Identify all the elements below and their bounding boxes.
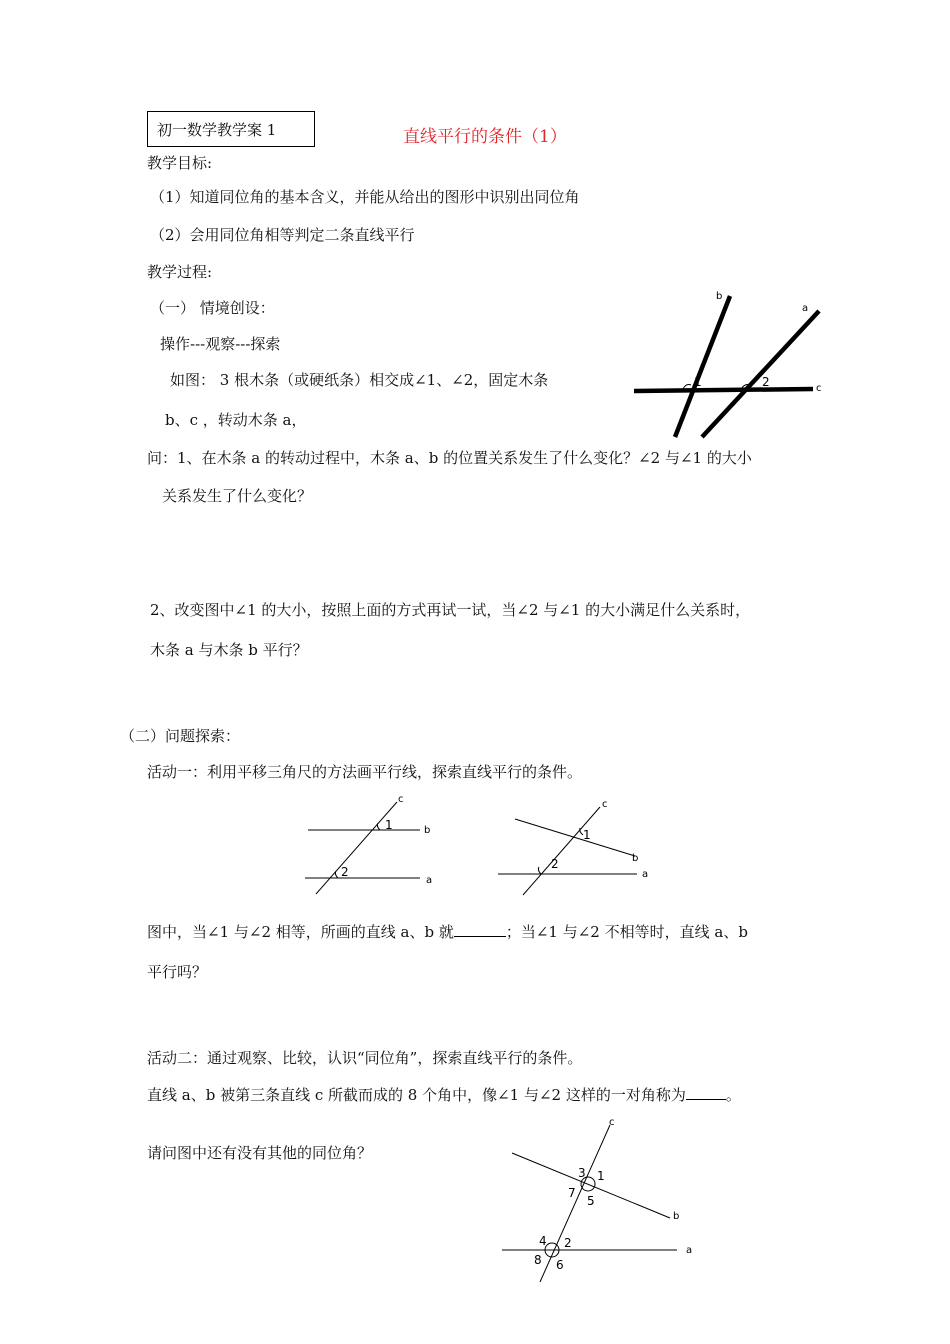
line-label-c: c [609,1117,615,1128]
stick-label-c: c [816,383,822,394]
line-c [523,807,600,895]
figure-parallel [300,790,450,900]
figure-description-2: b、c ，转动木条 a， [165,411,307,429]
activity-2-definition [147,1085,741,1105]
operation-line: 操作---观察---探索 [160,335,281,353]
angle-arc-2 [335,871,338,878]
question-1-line2: 关系发生了什么变化？ [162,487,313,505]
section2-heading: （二）问题探索： [120,727,241,745]
angle-label-4: 4 [539,1234,547,1248]
line-label-b: b [424,825,431,836]
angle-label-2: 2 [762,375,770,389]
question-2-line1: 2、改变图中∠1 的大小，按照上面的方式再试一试，当∠2 与∠1 的大小满足什么关系时， [150,601,751,619]
definition-text: 直线 a、b 被第三条直线 c 所截而成的 8 个角中，像∠1 与∠2 这样的一对角称为 [147,1086,686,1104]
angle-arc-2 [538,867,541,874]
line-label-b: b [632,853,639,864]
answer-blank-2[interactable] [686,1085,726,1100]
line-label-c: c [602,799,608,810]
other-angles-question: 请问图中还有没有其他的同位角？ [147,1144,373,1162]
angle-label-6: 6 [556,1258,564,1272]
line-label-c: c [398,794,404,805]
stick-label-a: a [802,303,809,314]
stick-label-b: b [716,291,723,302]
fill-in-question-end: 平行吗？ [147,963,208,981]
line-label-a: a [426,875,433,886]
process-heading: 教学过程: [147,263,213,281]
stick-a [702,311,819,437]
line-c [540,1125,610,1282]
angle-arc-1 [377,823,380,830]
angle-label-1: 1 [694,375,702,389]
line-c [316,802,397,894]
angle-label-7: 7 [568,1186,576,1200]
angle-label-1: 1 [385,818,393,832]
definition-end: 。 [725,1086,741,1104]
line-label-b: b [673,1211,680,1222]
figure-nonparallel [495,795,660,900]
figure-eight-angles [495,1112,710,1287]
question-1-line1: 问：1、在木条 a 的转动过程中，木条 a、b 的位置关系发生了什么变化？∠2 与∠1 的大小 [147,449,752,467]
stick-c [634,389,813,391]
activity-1-text: 活动一：利用平移三角尺的方法画平行线，探索直线平行的条件。 [147,763,583,781]
goal-item-1: （1）知道同位角的基本含义，并能从给出的图形中识别出同位角 [150,188,580,206]
angle-label-3: 3 [578,1166,586,1180]
line-b [512,1153,670,1218]
answer-blank-1[interactable] [454,922,506,937]
activity-2-text: 活动二：通过观察、比较，认识“同位角”，探索直线平行的条件。 [147,1049,583,1067]
line-label-a: a [642,869,649,880]
course-label-box [147,111,315,147]
angle-label-2: 2 [564,1236,572,1250]
question-2-line2: 木条 a 与木条 b 平行？ [150,641,308,659]
angle-label-8: 8 [534,1253,542,1267]
lesson-title: 直线平行的条件（1） [403,127,567,147]
angle-label-1: 1 [583,828,591,842]
line-b [515,819,635,856]
course-label: 初一数学教学案 1 [157,121,277,139]
figure-sticks [620,285,840,445]
figure-description-1: 如图： 3 根木条（或硬纸条）相交成∠1、∠2，固定木条 [170,371,549,389]
fill-in-question [147,922,748,942]
section1-heading: （一） 情境创设： [150,299,275,317]
angle-label-1: 1 [597,1169,605,1183]
goals-heading: 教学目标: [147,154,213,172]
angle-label-2: 2 [341,865,349,879]
line-label-a: a [686,1245,693,1256]
fill-in-text-1: 图中，当∠1 与∠2 相等，所画的直线 a、b 就 [147,923,454,941]
angle-label-2: 2 [551,857,559,871]
fill-in-text-2: ；当∠1 与∠2 不相等时，直线 a、b [505,923,748,941]
goal-item-2: （2）会用同位角相等判定二条直线平行 [150,226,415,244]
angle-label-5: 5 [587,1194,595,1208]
